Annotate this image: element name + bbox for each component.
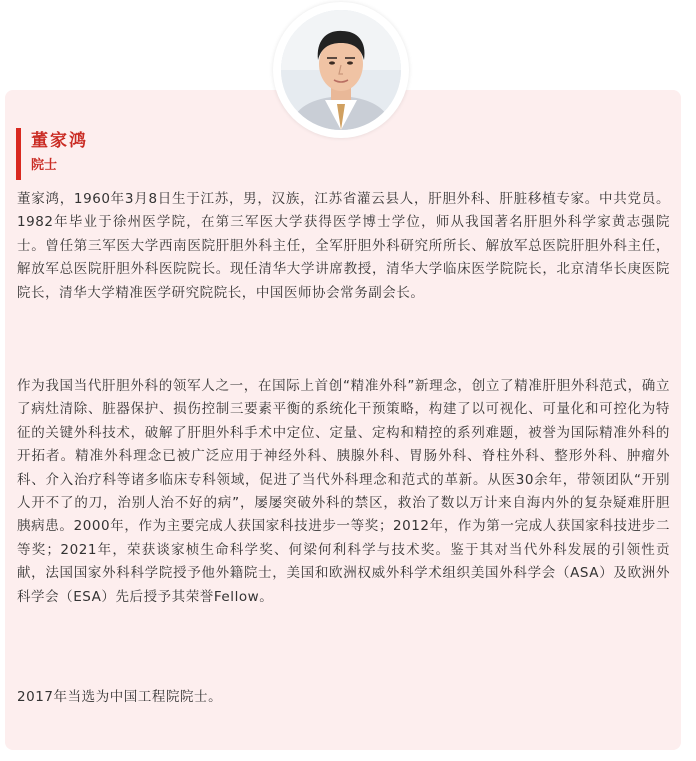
bio-paragraph-1: 董家鸿，1960年3月8日生于江苏，男，汉族，江苏省灌云县人，肝胆外科、肝脏移植专家。中共党员。1982年毕业于徐州医学院，在第三军医大学获得医学博士学位，师从我国著名肝胆外科学家黄志强院士。曾任第三军医大学西南医院肝胆外科主任，全军肝胆外科研究所所长、解放军总医院肝胆外科主任，解放军总医院肝胆外科医院院长。现任清华大学讲席教授，清华大学临床医学院院长，北京清华长庚医院院长，清华大学精准医学研究院院长，中国医师协会常务副会长。 xyxy=(17,191,670,301)
title-accent-bar xyxy=(16,128,21,180)
bio-paragraph-3: 2017年当选为中国工程院院士。 xyxy=(17,689,223,705)
person-title: 院士 xyxy=(31,158,58,173)
bio-paragraph-2: 作为我国当代肝胆外科的领军人之一，在国际上首创“精准外科”新理念，创立了精准肝胆外科范式，确立了病灶清除、脏器保护、损伤控制三要素平衡的系统化干预策略，构建了以可视化、可量化和可控化为特征的关键外科技术，破解了肝胆外科手术中定位、定量、定构和精控的系列难题，被誉为国际精准外科的开拓者。精准外科理念已被广泛应用于神经外科、胰腺外科、胃肠外科、脊柱外科、整形外科、肿瘤外科、介入治疗科等诸多临床专科领域，促进了当代外科理念和范式的革新。从医30余年，带领团队“开别人开不了的刀，治别人治不好的病”，屡屡突破外科的禁区，救治了数以万计来自海内外的复杂疑难肝胆胰病患。2000年，作为主要完成人获国家科技进步一等奖；2012年，作为第一完成人获国家科技进步二等奖；2021年，荣获谈家桢生命科学奖、何梁何利科学与技术奖。鉴于其对当代外科发展的引领性贡献，法国国家外科科学院授予他外籍院士，美国和欧洲权威外科学术组织美国外科学会（ASA）及欧洲外科学会（ESA）先后授予其荣誉Fellow。 xyxy=(17,378,670,605)
person-name: 董家鸿 xyxy=(31,131,88,151)
portrait-frame xyxy=(273,2,409,138)
portrait-photo xyxy=(281,10,401,130)
